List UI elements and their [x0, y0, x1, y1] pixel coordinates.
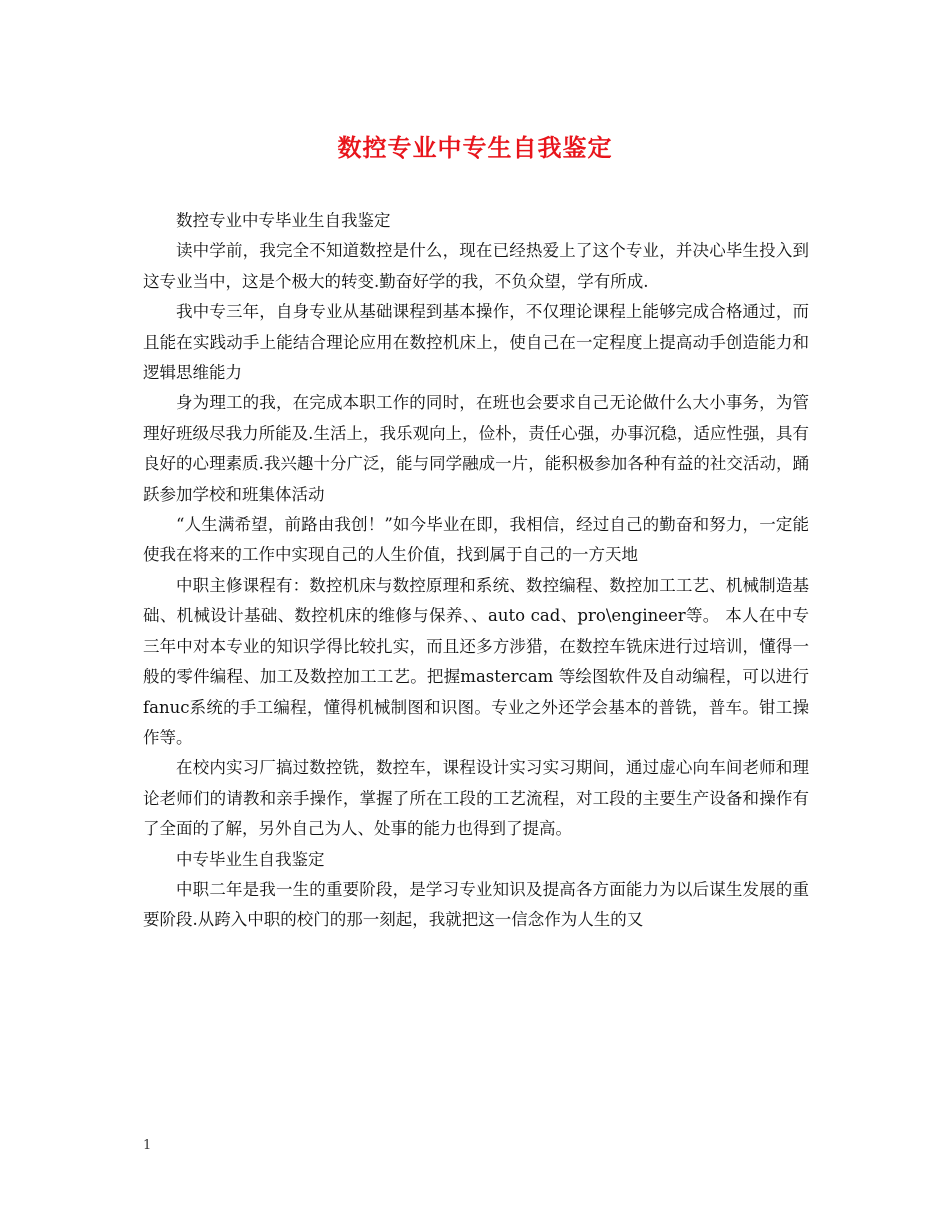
document-title: 数控专业中专生自我鉴定 — [337, 133, 613, 162]
paragraph-subtitle-second: 中专毕业生自我鉴定 — [176, 849, 325, 869]
page-number: 1 — [143, 1138, 152, 1153]
paragraph-courses: 中职主修课程有：数控机床与数控原理和系统、数控编程、数控加工工艺、机械制造基础、机械设计基础、数控机床的维修与保养、、auto cad、pro\engineer等。 本人在中专三年中对本专业的知识学得比较扎实，而且还多方涉猎，在数控车铣床进行过培训，懂得一般的零件编程、加工及数控加工工艺。把握mastercam 等绘图软件及自动编程，可以进行fanuc系统的手工编程，懂得机械制图和识图。专业之外还学会基本的普铣，普车。钳工操作等。 — [143, 575, 809, 747]
paragraph-subtitle-graduate: 数控专业中专毕业生自我鉴定 — [176, 211, 391, 230]
paragraph-intro: 读中学前，我完全不知道数控是什么，现在已经热爱上了这个专业，并决心毕生投入到这专业当中，这是个极大的转变.勤奋好学的我，不负众望，学有所成. — [143, 241, 809, 291]
paragraph-internship: 在校内实习厂搞过数控铣，数控车，课程设计实习实习期间，通过虚心向车间老师和理论老师们的请教和亲手操作，掌握了所在工段的工艺流程，对工段的主要生产设备和操作有了全面的了解，另外自己为人、处事的能力也得到了提高。 — [143, 758, 809, 839]
paragraph-character: 身为理工的我，在完成本职工作的同时，在班也会要求自己无论做什么大小事务，为管理好班级尽我力所能及.生活上，我乐观向上，俭朴，责任心强，办事沉稳，适应性强，具有良好的心理素质.我兴趣十分广泛，能与同学融成一片，能积极参加各种有益的社交活动，踊跃参加学校和班集体活动 — [143, 393, 809, 504]
paragraph-outlook: “人生满希望，前路由我创！”如今毕业在即，我相信，经过自己的勤奋和努力，一定能使我在将来的工作中实现自己的人生价值，找到属于自己的一方天地 — [143, 515, 809, 565]
document-body — [143, 206, 809, 936]
paragraph-closing: 中职二年是我一生的重要阶段，是学习专业知识及提高各方面能力为以后谋生发展的重要阶段.从跨入中职的校门的那一刻起，我就把这一信念作为人生的又 — [143, 879, 809, 930]
paragraph-study: 我中专三年，自身专业从基础课程到基本操作，不仅理论课程上能够完成合格通过，而且能在实践动手上能结合理论应用在数控机床上，使自己在一定程度上提高动手创造能力和逻辑思维能力 — [143, 302, 809, 383]
